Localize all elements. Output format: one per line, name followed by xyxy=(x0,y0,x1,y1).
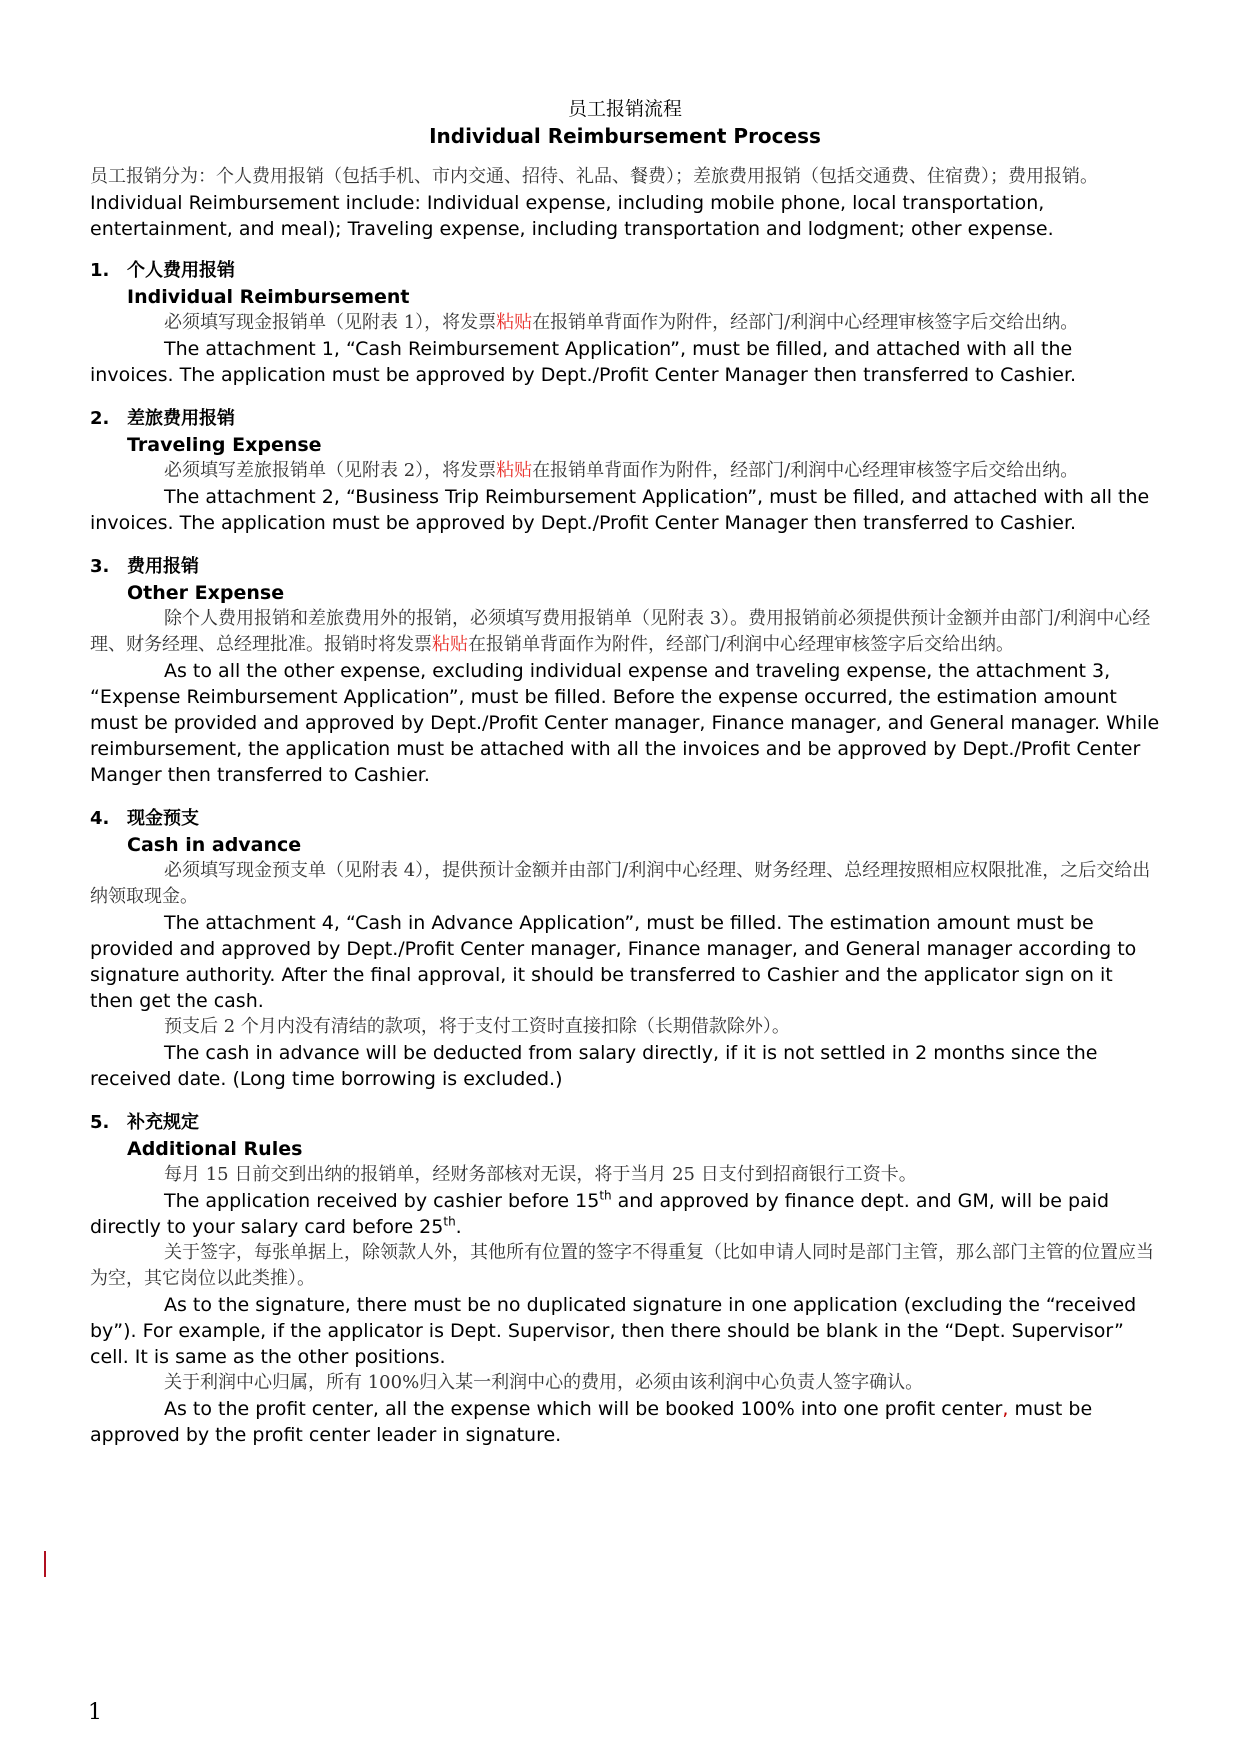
section-number: 3. xyxy=(90,556,110,577)
highlighted-text: 粘贴 xyxy=(496,460,533,481)
intro-english: Individual Reimbursement include: Individual expense, including mobile phone, local transportation, entertainment, and meal); Traveling expense, including transportation and lodgment; other expense. xyxy=(90,192,1054,240)
section-body-english: The attachment 1, “Cash Reimbursement Application”, must be filled, and attached with all the invoices. The application must be approved by Dept./Profit Center Manager then transferred to Cashier. xyxy=(90,338,1077,386)
section-heading-cn-text: 现金预支 xyxy=(127,808,199,829)
document-body xyxy=(90,96,1160,1466)
revision-change-bar xyxy=(44,1551,46,1577)
cn-text: 必须填写差旅报销单（见附表 2），将发票 xyxy=(164,460,497,481)
cn-text: 在报销单背面作为附件，经部门/利润中心经理审核签字后交给出纳。 xyxy=(532,312,1079,333)
title-block xyxy=(90,96,1160,150)
section-body-chinese: 关于利润中心归属，所有 100%归入某一利润中心的费用，必须由该利润中心负责人签字确认。 xyxy=(164,1372,924,1393)
section-heading-chinese xyxy=(90,806,1160,832)
section-heading-chinese xyxy=(90,1110,1160,1136)
section-number: 4. xyxy=(90,808,110,829)
section-heading-english: Individual Reimbursement xyxy=(127,286,410,308)
section-body-chinese: 关于签字，每张单据上，除领款人外，其他所有位置的签字不得重复（比如申请人同时是部门主管，那么部门主管的位置应当为空，其它岗位以此类推）。 xyxy=(90,1242,1154,1289)
page-number: 1 xyxy=(88,1700,102,1725)
section-body-chinese xyxy=(90,606,1160,658)
section-heading-english: Other Expense xyxy=(127,582,285,604)
section-heading-cn-text: 个人费用报销 xyxy=(127,260,235,281)
section-body-chinese: 必须填写现金预支单（见附表 4），提供预计金额并由部门/利润中心经理、财务经理、总经理按照相应权限批准，之后交给出纳领取现金。 xyxy=(90,860,1151,907)
en-text: must be approved by the profit center leader in signature. xyxy=(90,1398,1093,1446)
section-other-expense xyxy=(90,554,1160,788)
revision-mark: , xyxy=(1002,1398,1009,1420)
title-chinese: 员工报销流程 xyxy=(567,98,682,120)
section-heading-chinese xyxy=(90,258,1160,284)
cn-text: 在报销单背面作为附件，经部门/利润中心经理审核签字后交给出纳。 xyxy=(532,460,1079,481)
section-cash-in-advance xyxy=(90,806,1160,1092)
section-heading-english: Traveling Expense xyxy=(127,434,322,456)
section-body-chinese xyxy=(90,458,1160,484)
title-english: Individual Reimbursement Process xyxy=(429,124,821,148)
en-text: The application received by cashier before 15 xyxy=(164,1190,600,1212)
section-body-english xyxy=(90,1396,1160,1448)
cn-text: 除个人费用报销和差旅费用外的报销，必须填写费用报销单（见附表 3）。费用报销前必须提供预计金额并由部门/利润中心经理、财务经理、总经理批准。报销时将发票 xyxy=(90,608,1151,655)
section-traveling-expense xyxy=(90,406,1160,536)
cn-text: 在报销单背面作为附件，经部门/利润中心经理审核签字后交给出纳。 xyxy=(468,634,1015,655)
section-individual-reimbursement xyxy=(90,258,1160,388)
cn-text: 必须填写现金报销单（见附表 1），将发票 xyxy=(164,312,497,333)
en-text: . xyxy=(455,1216,462,1238)
section-heading-chinese xyxy=(90,406,1160,432)
highlighted-text: 粘贴 xyxy=(496,312,533,333)
section-number: 2. xyxy=(90,408,110,429)
section-heading-cn-text: 费用报销 xyxy=(127,556,199,577)
section-body-english: The attachment 4, “Cash in Advance Application”, must be filled. The estimation amount must be provided and approved by Dept./Profit Center manager, Finance manager, and General manager according to signature authority. After the final approval, it should be transferred to Cashier and the applicator sign on it then get the cash. xyxy=(90,912,1137,1012)
section-body-english: As to all the other expense, excluding individual expense and traveling expense, the attachment 3, “Expense Reimbursement Application”, must be filled. Before the expense occurred, the estimation amount must be provided and approved by Dept./Profit Center manager, Finance manager, and General manager. While reimbursement, the application must be attached with all the invoices and be approved by Dept./Profit Center Manger then transferred to Cashier. xyxy=(90,660,1160,786)
section-body-english: The attachment 2, “Business Trip Reimbursement Application”, must be filled, and attached with all the invoices. The application must be approved by Dept./Profit Center Manager then transferred to Cashier. xyxy=(90,486,1150,534)
highlighted-text: 粘贴 xyxy=(432,634,468,655)
section-body-chinese: 每月 15 日前交到出纳的报销单，经财务部核对无误，将于当月 25 日支付到招商银行工资卡。 xyxy=(164,1164,917,1185)
section-body-chinese xyxy=(90,310,1160,336)
intro-chinese: 员工报销分为：个人费用报销（包括手机、市内交通、招待、礼品、餐费）；差旅费用报销（包括交通费、住宿费）；费用报销。 xyxy=(90,166,1098,187)
section-body-chinese: 预支后 2 个月内没有清结的款项，将于支付工资时直接扣除（长期借款除外）。 xyxy=(164,1016,790,1037)
section-body-english: As to the signature, there must be no duplicated signature in one application (excluding the “received by”). For example, if the applicator is Dept. Supervisor, then there should be blank in the “Dept. Supervisor” cell. It is same as the other positions. xyxy=(90,1294,1137,1368)
section-heading-chinese xyxy=(90,554,1160,580)
en-text: As to the profit center, all the expense which will be booked 100% into one profit center xyxy=(164,1398,1003,1420)
section-heading-cn-text: 差旅费用报销 xyxy=(127,408,235,429)
section-body-english xyxy=(90,1188,1160,1240)
section-heading-english: Cash in advance xyxy=(127,834,302,856)
section-number: 1. xyxy=(90,260,110,281)
section-heading-cn-text: 补充规定 xyxy=(127,1112,199,1133)
section-number: 5. xyxy=(90,1112,110,1133)
section-heading-english: Additional Rules xyxy=(127,1138,303,1160)
section-body-english: The cash in advance will be deducted from salary directly, if it is not settled in 2 months since the received date. (Long time borrowing is excluded.) xyxy=(90,1042,1098,1090)
superscript: th xyxy=(599,1188,612,1203)
superscript: th xyxy=(443,1214,456,1229)
section-additional-rules xyxy=(90,1110,1160,1448)
en-text: and approved by finance dept. and GM, will be paid directly to your salary card before 25 xyxy=(90,1190,1110,1238)
